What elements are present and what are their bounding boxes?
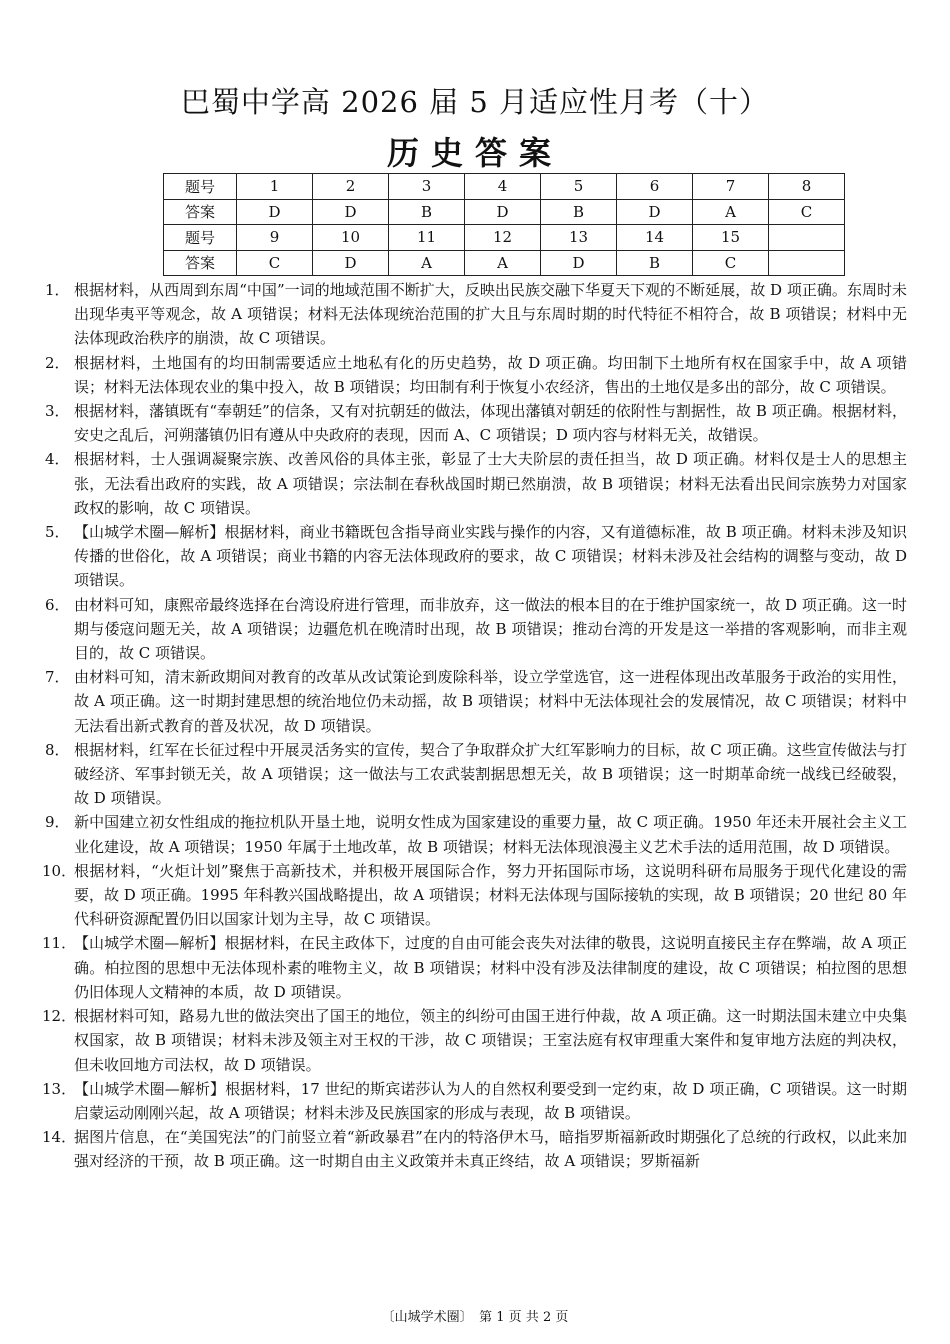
explanation-number: 11． <box>42 934 77 953</box>
answer-table-cell <box>769 225 845 251</box>
answer-table-cell: 5 <box>541 174 617 200</box>
explanation-text: 【山城学术圈—解析】根据材料，商业书籍既包含指导商业实践与操作的内容，又有道德标准，故 B 项正确。材料未涉及知识传播的世俗化，故 A 项错误；商业书籍的内容无法体现政府的要求，故 C 项错误；材料未涉及社会结构的调整与变动，故 D 项错误。 <box>74 523 907 590</box>
answer-table-cell: D <box>313 250 389 276</box>
answer-table-cell: 14 <box>617 225 693 251</box>
explanation-text: 【山城学术圈—解析】根据材料，在民主政体下，过度的自由可能会丧失对法律的敬畏，这说明直接民主存在弊端，故 A 项正确。柏拉图的思想中无法体现朴素的唯物主义，故 B 项错误；材料中没有涉及法律制度的建设，故 C 项错误；柏拉图的思想仍旧体现人文精神的本质，故 D 项错误。 <box>74 934 907 1001</box>
explanation-item <box>45 738 907 811</box>
document-title: 巴蜀中学高 2026 届 5 月适应性月考（十） <box>180 85 770 119</box>
explanation-item <box>42 931 907 1004</box>
explanation-number: 3． <box>45 402 70 421</box>
explanation-text: 根据材料，“火炬计划”聚焦于高新技术，并积极开展国际合作，努力开拓国际市场，这说明科研布局服务于现代化建设的需要，故 D 项正确。1995 年科教兴国战略提出，故 A 项错误；材料无法体现与国际接轨的实现，故 B 项错误；20 世纪 80 年代科研资源配置仍旧以国家计划为主导，故 C 项错误。 <box>74 861 907 929</box>
answer-table-cell: B <box>541 199 617 225</box>
answer-table-cell: C <box>769 199 845 225</box>
answer-table-cell: 2 <box>313 174 389 200</box>
answer-table-row-label: 题号 <box>164 225 237 251</box>
answer-table-cell: B <box>617 250 693 276</box>
explanation-item <box>45 351 907 399</box>
explanation-text: 新中国建立初女性组成的拖拉机队开垦土地，说明女性成为国家建设的重要力量，故 C 项正确。1950 年还未开展社会主义工业化建设，故 A 项错误；1950 年属于土地改革，故 B 项错误；材料无法体现浪漫主义艺术手法的适用范围，故 D 项错误。 <box>74 813 907 856</box>
answer-table-cell: 8 <box>769 174 845 200</box>
answer-table-cell: 7 <box>693 174 769 200</box>
answer-table-cell: D <box>237 199 313 225</box>
answer-table-cell: 12 <box>465 225 541 251</box>
answer-table <box>163 173 845 276</box>
explanation-text: 由材料可知，康熙帝最终选择在台湾设府进行管理，而非放弃，这一做法的根本目的在于维护国家统一，故 D 项正确。这一时期与倭寇问题无关，故 A 项错误；边疆危机在晚清时出现，故 B 项错误；推动台湾的开发是这一举措的客观影响，而非主观目的，故 C 项错误。 <box>74 595 907 663</box>
explanation-number: 12． <box>42 1007 77 1026</box>
explanation-text: 根据材料，从西周到东周“中国”一词的地域范围不断扩大，反映出民族交融下华夏天下观的不断延展，故 D 项正确。东周时未出现华夷平等观念，故 A 项错误；材料无法体现统治范围的扩大且与东周时期的时代特征不相符合，故 B 项错误；材料中无法体现政治秩序的崩溃，故 C 项错误。 <box>74 281 907 348</box>
explanation-item <box>42 1004 907 1077</box>
answer-table-row-label: 题号 <box>164 174 237 200</box>
answer-table-row <box>164 174 845 200</box>
explanation-text: 【山城学术圈—解析】根据材料，17 世纪的斯宾诺莎认为人的自然权利要受到一定约束，故 D 项正确，C 项错误。这一时期启蒙运动刚刚兴起，故 A 项错误；材料未涉及民族国家的形成与表现，故 B 项错误。 <box>74 1079 907 1122</box>
explanation-number: 6． <box>45 595 70 614</box>
answer-table-cell: 11 <box>389 225 465 251</box>
page-footer: 〔山城学术圈〕 第 1 页 共 2 页 <box>381 1310 569 1325</box>
explanation-item <box>42 1077 907 1125</box>
explanation-text: 根据材料，士人强调凝聚宗族、改善风俗的具体主张，彰显了士大夫阶层的责任担当，故 D 项正确。材料仅是士人的思想主张，无法看出政府的实践，故 A 项错误；宗法制在春秋战国时期已然崩溃，故 B 项错误；材料无法看出民间宗族势力对国家政权的影响，故 C 项错误。 <box>74 450 907 517</box>
explanation-item <box>45 278 907 351</box>
explanation-number: 2． <box>45 353 70 372</box>
answer-table-cell: 9 <box>237 225 313 251</box>
answer-table-cell: D <box>617 199 693 225</box>
answer-table-cell: D <box>465 199 541 225</box>
explanation-number: 9． <box>45 813 70 832</box>
answer-table-cell: C <box>693 250 769 276</box>
explanation-number: 5． <box>45 523 70 542</box>
explanation-number: 10． <box>42 861 77 880</box>
answer-table-cell: D <box>541 250 617 276</box>
explanation-text: 根据材料，红军在长征过程中开展灵活务实的宣传，契合了争取群众扩大红军影响力的目标，故 C 项正确。这些宣传做法与打破经济、军事封锁无关，故 A 项错误；这一做法与工农武装割据思想无关，故 B 项错误；这一时期革命统一战线已经破裂，故 D 项错误。 <box>74 740 907 808</box>
answer-table-cell: 10 <box>313 225 389 251</box>
explanation-item <box>45 399 907 447</box>
answer-table-cell: D <box>313 199 389 225</box>
explanation-item <box>45 447 907 520</box>
answer-table-cell: C <box>237 250 313 276</box>
answer-table-cell: A <box>465 250 541 276</box>
explanation-item <box>45 520 907 593</box>
explanation-item <box>45 810 907 858</box>
answer-table-row <box>164 250 845 276</box>
answer-table-row <box>164 225 845 251</box>
answer-table-cell <box>769 250 845 276</box>
explanation-number: 8． <box>45 740 70 759</box>
explanation-text: 由材料可知，清末新政期间对教育的改革从改试策论到废除科举，设立学堂选官，这一进程体现出改革服务于政治的实用性，故 A 项正确。这一时期封建思想的统治地位仍未动摇，故 B 项错误；材料中无法体现社会的发展情况，故 C 项错误；材料中无法看出新式教育的普及状况，故 D 项错误。 <box>74 668 907 735</box>
explanation-text: 据图片信息，在“美国宪法”的门前竖立着“新政暴君”在内的特洛伊木马，暗指罗斯福新政时期强化了总统的行政权，以此来加强对经济的干预，故 B 项正确。这一时期自由主义政策并未真正终结，故 A 项错误；罗斯福新 <box>74 1128 907 1171</box>
answer-table-cell: 1 <box>237 174 313 200</box>
answer-table-cell: B <box>389 199 465 225</box>
explanation-number: 7． <box>45 668 70 687</box>
explanation-text: 根据材料可知，路易九世的做法突出了国王的地位，领主的纠纷可由国王进行仲裁，故 A 项正确。这一时期法国未建立中央集权国家，故 B 项错误；材料未涉及领主对王权的干涉，故 C 项错误；王室法庭有权审理重大案件和复审地方法庭的判决权，但未收回地方司法权，故 D 项错误。 <box>74 1007 907 1074</box>
explanation-item <box>42 1125 907 1173</box>
explanation-number: 4． <box>45 450 70 469</box>
answer-table-cell: 15 <box>693 225 769 251</box>
explanation-text: 根据材料，土地国有的均田制需要适应土地私有化的历史趋势，故 D 项正确。均田制下土地所有权在国家手中，故 A 项错误；材料无法体现农业的集中投入，故 B 项错误；均田制有利于恢复小农经济，售出的土地仅是多出的部分，故 C 项错误。 <box>74 353 907 396</box>
answer-table-cell: 13 <box>541 225 617 251</box>
explanation-item <box>45 593 907 666</box>
answer-table-cell: A <box>693 199 769 225</box>
explanation-number: 13． <box>42 1079 77 1098</box>
explanation-item <box>42 859 907 932</box>
answer-table-cell: 3 <box>389 174 465 200</box>
answer-table-cell: 6 <box>617 174 693 200</box>
answer-table-cell: A <box>389 250 465 276</box>
answer-table-row-label: 答案 <box>164 199 237 225</box>
explanation-list <box>42 278 907 1174</box>
explanation-number: 14． <box>42 1128 77 1147</box>
document-subtitle: 历史答案 <box>386 134 563 172</box>
answer-table-cell: 4 <box>465 174 541 200</box>
explanation-text: 根据材料，藩镇既有“奉朝廷”的信条，又有对抗朝廷的做法，体现出藩镇对朝廷的依附性与割据性，故 B 项正确。根据材料，安史之乱后，河朔藩镇仍旧有遵从中央政府的表现，因而 A、C 项错误；D 项内容与材料无关，故错误。 <box>74 402 907 445</box>
explanation-number: 1． <box>45 281 70 299</box>
explanation-item <box>45 665 907 738</box>
answer-table-row <box>164 199 845 225</box>
answer-table-row-label: 答案 <box>164 250 237 276</box>
